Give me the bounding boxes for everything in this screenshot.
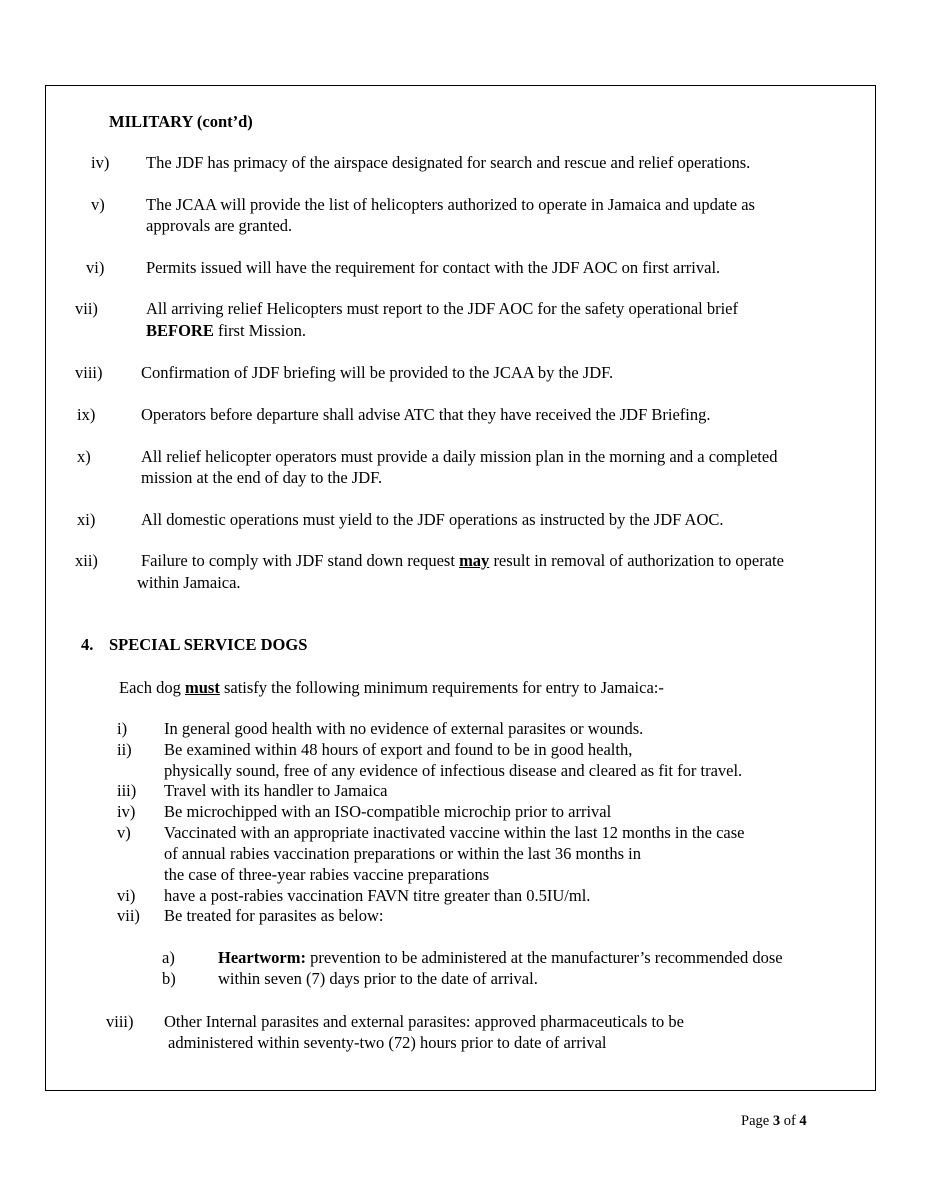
item-text: Be microchipped with an ISO-compatible microchip prior to arrival bbox=[164, 802, 612, 821]
item-number: xii) bbox=[75, 551, 98, 570]
section-title: SPECIAL SERVICE DOGS bbox=[109, 635, 308, 654]
item-text: Vaccinated with an appropriate inactivated vaccine within the last 12 months in the case bbox=[164, 823, 745, 842]
item-text: Travel with its handler to Jamaica bbox=[164, 781, 388, 800]
item-text: In general good health with no evidence of external parasites or wounds. bbox=[164, 719, 644, 738]
item-text: Be treated for parasites as below: bbox=[164, 906, 384, 925]
item-number: v) bbox=[91, 195, 105, 214]
must-emphasis: must bbox=[184, 678, 220, 697]
item-number: iii) bbox=[117, 781, 137, 800]
item-number: b) bbox=[162, 969, 176, 988]
dogs-intro: Each dog must satisfy the following minimum requirements for entry to Jamaica:- bbox=[119, 678, 664, 697]
item-number: vii) bbox=[117, 906, 140, 925]
item-text: The JCAA will provide the list of helicopters authorized to operate in Jamaica and update as bbox=[146, 195, 755, 214]
item-number: iv) bbox=[91, 153, 110, 172]
military-heading: MILITARY (cont’d) bbox=[109, 112, 253, 131]
item-number: v) bbox=[117, 823, 131, 842]
item-text: BEFORE first Mission. bbox=[146, 321, 306, 340]
item-number: x) bbox=[77, 447, 91, 466]
item-text: The JDF has primacy of the airspace designated for search and rescue and relief operations. bbox=[146, 153, 751, 172]
item-number: ii) bbox=[117, 740, 132, 759]
item-number: ix) bbox=[77, 405, 96, 424]
item-text: Operators before departure shall advise ATC that they have received the JDF Briefing. bbox=[141, 405, 711, 424]
item-text: All relief helicopter operators must provide a daily mission plan in the morning and a completed bbox=[141, 447, 778, 466]
item-number: viii) bbox=[75, 363, 103, 382]
item-number: vi) bbox=[86, 258, 105, 277]
item-text: Heartworm: prevention to be administered at the manufacturer’s recommended dose bbox=[218, 948, 783, 967]
item-number: i) bbox=[117, 719, 128, 738]
item-number: a) bbox=[162, 948, 175, 967]
section-number: 4. bbox=[81, 635, 94, 654]
item-text: Confirmation of JDF briefing will be provided to the JCAA by the JDF. bbox=[141, 363, 614, 382]
heartworm-label: Heartworm: bbox=[218, 948, 306, 967]
item-text: Permits issued will have the requirement for contact with the JDF AOC on first arrival. bbox=[146, 258, 721, 277]
item-text: administered within seventy-two (72) hours prior to date of arrival bbox=[168, 1033, 607, 1052]
before-emphasis: BEFORE bbox=[146, 321, 214, 340]
item-text: All domestic operations must yield to the JDF operations as instructed by the JDF AOC. bbox=[141, 510, 724, 529]
item-number: viii) bbox=[106, 1012, 134, 1031]
item-text: approvals are granted. bbox=[146, 216, 293, 235]
item-text: Be examined within 48 hours of export and found to be in good health, bbox=[164, 740, 633, 759]
item-text: Other Internal parasites and external parasites: approved pharmaceuticals to be bbox=[164, 1012, 684, 1031]
item-text: All arriving relief Helicopters must report to the JDF AOC for the safety operational brief bbox=[146, 299, 739, 318]
item-text: of annual rabies vaccination preparations or within the last 36 months in bbox=[164, 844, 642, 863]
item-text: within Jamaica. bbox=[137, 573, 241, 592]
item-number: xi) bbox=[77, 510, 96, 529]
item-text: have a post-rabies vaccination FAVN titre greater than 0.5IU/ml. bbox=[164, 886, 591, 905]
item-text: mission at the end of day to the JDF. bbox=[141, 468, 383, 487]
page-number: Page 3 of 4 bbox=[741, 1113, 807, 1129]
item-text: the case of three-year rabies vaccine preparations bbox=[164, 865, 490, 884]
item-text: physically sound, free of any evidence of infectious disease and cleared as fit for travel. bbox=[164, 761, 743, 780]
may-emphasis: may bbox=[459, 551, 490, 570]
item-text: Failure to comply with JDF stand down request may result in removal of authorization to operate bbox=[141, 551, 784, 570]
item-number: vi) bbox=[117, 886, 136, 905]
item-number: iv) bbox=[117, 802, 136, 821]
item-text: within seven (7) days prior to the date of arrival. bbox=[218, 969, 538, 988]
item-number: vii) bbox=[75, 299, 98, 318]
